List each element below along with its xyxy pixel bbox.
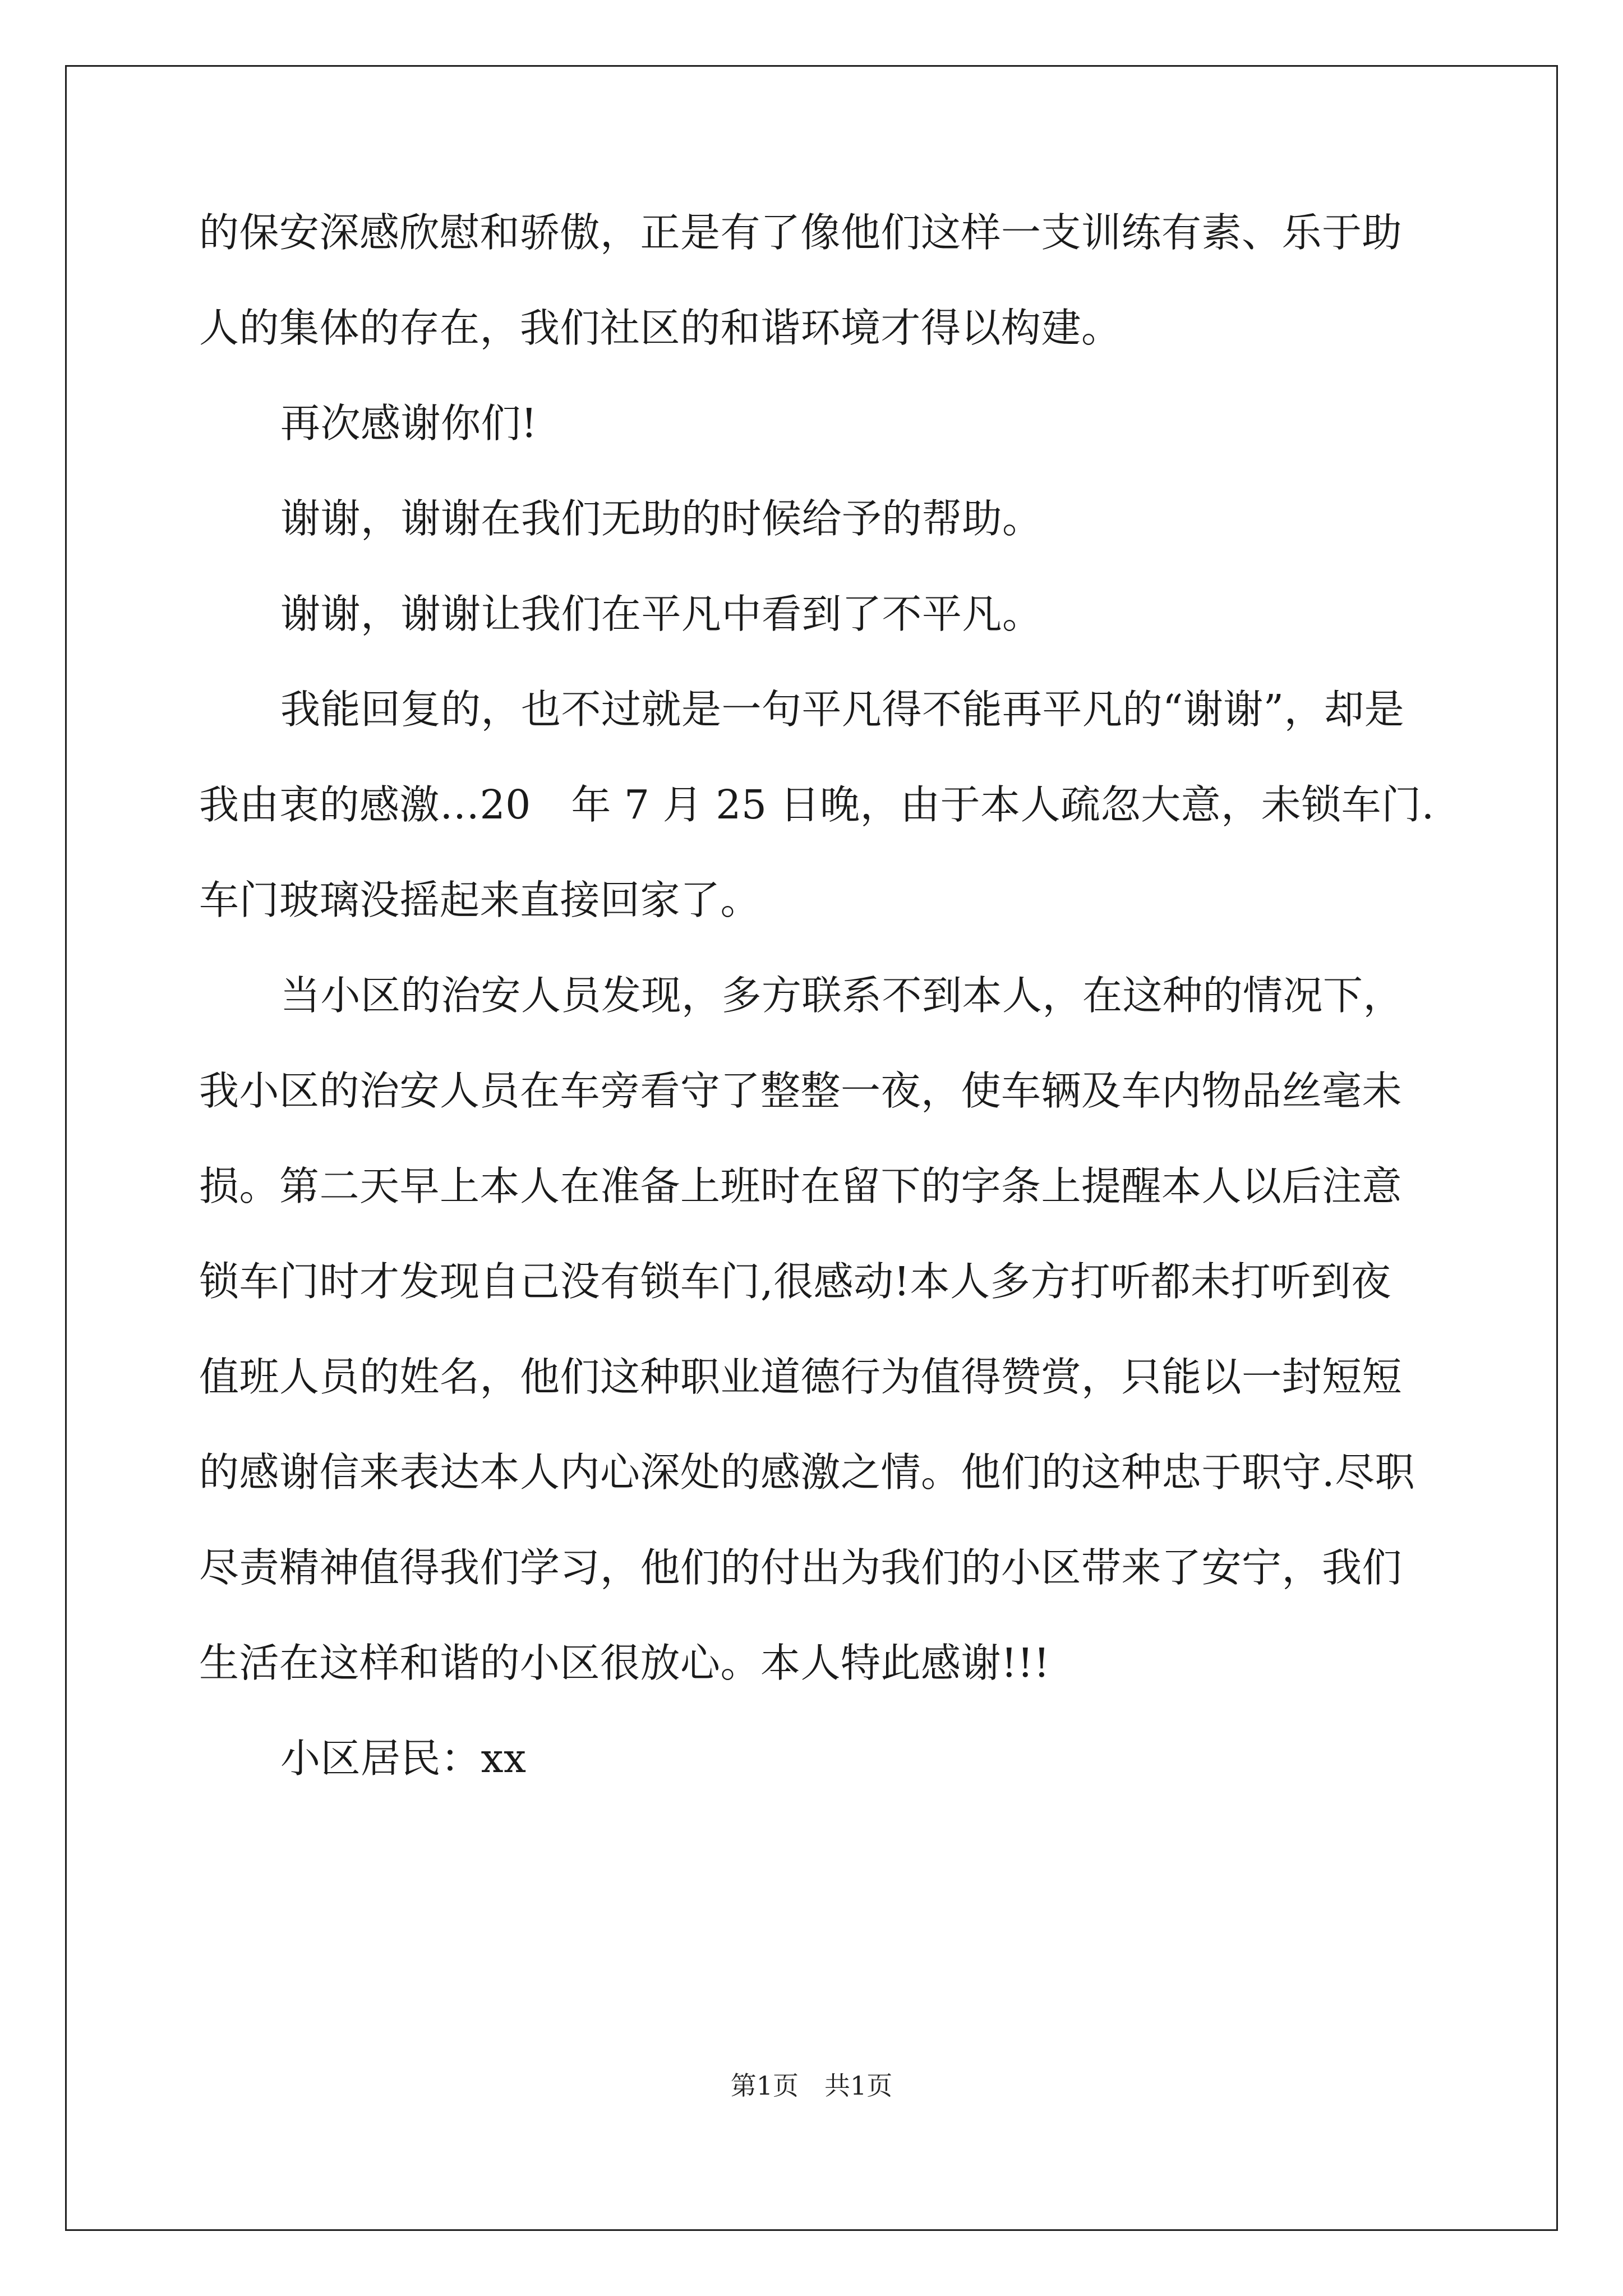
text-line: 人的集体的存在，我们社区的和谐环境才得以构建。 xyxy=(199,305,1122,351)
text-line: 尽责精神值得我们学习，他们的付出为我们的小区带来了安宁，我们 xyxy=(199,1544,1403,1591)
signature-line: 小区居民：xx xyxy=(280,1735,527,1782)
text-line: 车门玻璃没摇起来直接回家了。 xyxy=(199,877,761,923)
text-line: 损。第二天早上本人在准备上班时在留下的字条上提醒本人以后注意 xyxy=(199,1163,1403,1209)
text-line: 锁车门时才发现自己没有锁车门,很感动!本人多方打听都未打听到夜 xyxy=(199,1258,1391,1305)
paragraph-line: 谢谢，谢谢让我们在平凡中看到了不平凡。 xyxy=(280,591,1043,637)
text-line: 我小区的治安人员在车旁看守了整整一夜，使车辆及车内物品丝毫未 xyxy=(199,1068,1403,1114)
text-line: 的感谢信来表达本人内心深处的感激之情。他们的这种忠于职守.尽职 xyxy=(199,1449,1415,1496)
paragraph-line: 我能回复的，也不过就是一句平凡得不能再平凡的“谢谢”，却是 xyxy=(280,686,1405,733)
text-line: 的保安深感欣慰和骄傲，正是有了像他们这样一支训练有素、乐于助 xyxy=(199,209,1403,256)
paragraph-line: 当小区的治安人员发现，多方联系不到本人，在这种的情况下， xyxy=(280,972,1404,1019)
text-line: 我由衷的感激…20 年 7 月 25 日晚，由于本人疏忽大意，未锁车门. xyxy=(199,781,1435,828)
page-footer: 第1页 共1页 xyxy=(730,2070,893,2101)
text-line: 生活在这样和谐的小区很放心。本人特此感谢!!! xyxy=(199,1640,1050,1686)
page-frame xyxy=(65,65,1558,2231)
paragraph-line: 再次感谢你们! xyxy=(280,400,538,447)
text-line: 值班人员的姓名，他们这种职业道德行为值得赞赏，只能以一封短短 xyxy=(199,1354,1403,1400)
paragraph-line: 谢谢，谢谢在我们无助的时候给予的帮助。 xyxy=(280,495,1043,542)
